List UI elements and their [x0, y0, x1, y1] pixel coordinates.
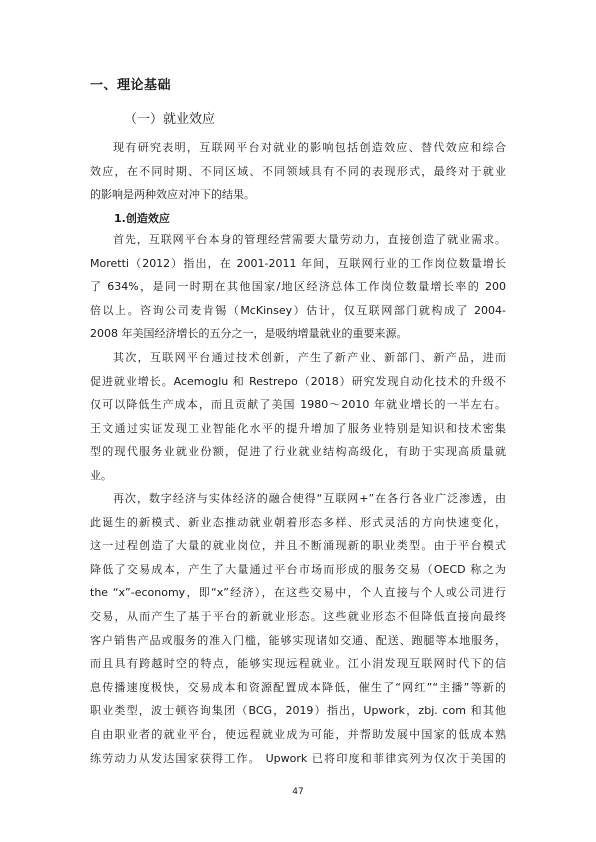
text-line: 降低了交易成本，产生了大量通过平台市场而形成的服务交易（OECD 称之为	[90, 562, 506, 576]
text-line: 效应，在不同时期、不同区域、不同领域具有不同的表现形式，最终对于就业	[90, 164, 506, 178]
text-line: 的影响是两种效应对冲下的结果。	[90, 188, 255, 202]
text-line: 这一过程创造了大量的就业岗位，并且不断涌现新的职业类型。由于平台模式	[90, 539, 506, 553]
text-line: 交易，从而产生了基于平台的新就业形态。这些就业形态不但降低直接向最终	[90, 609, 506, 623]
text-line: 促进就业增长。Acemoglu 和 Restrepo（2018）研究发现自动化技术的升级不	[90, 374, 506, 388]
text-line: 业。	[90, 468, 112, 482]
text-line: 仅可以降低生产成本，而且贡献了美国 1980～2010 年就业增长的一半左右。	[90, 398, 506, 412]
text-line: 客户销售产品或服务的准入门槛，能够实现诸如交通、配送、跑腿等本地服务，	[90, 633, 506, 647]
text-line: 练劳动力从发达国家获得工作。 Upwork 已将印度和菲律宾列为仅次于美国的	[90, 751, 506, 765]
text-line: 此诞生的新模式、新业态推动就业朝着形态多样、形式灵活的方向快速变化，	[90, 515, 506, 529]
text-line: 其次，互联网平台通过技术创新，产生了新产业、新部门、新产品，进而	[113, 351, 506, 364]
page-number: 47	[292, 787, 304, 797]
text-line: 型的现代服务业就业份额，促进了行业就业结构高级化，有助于实现高质量就	[90, 445, 506, 459]
text-line: Moretti（2012）指出，在 2001-2011 年间，互联网行业的工作岗位数量增长	[90, 256, 506, 270]
sub-subsection-heading: 1.创造效应	[114, 212, 170, 225]
text-line: 2008 年美国经济增长的五分之一，是吸纳增量就业的重要来源。	[90, 327, 408, 341]
text-line: 王文通过实证发现工业智能化水平的提升增加了服务业特别是知识和技术密集	[90, 421, 506, 435]
paragraph-first	[90, 228, 506, 346]
text-line: 再次，数字经济与实体经济的融合使得“互联网+”在各行各业广泛渗透，由	[113, 492, 506, 505]
section-heading: 一、理论基础	[90, 78, 172, 93]
text-line: 而且具有跨越时空的特点，能够实现远程就业。江小涓发现互联网时代下的信	[90, 657, 506, 671]
text-line: the “x”-economy，即“x”经济），在这些交易中，个人直接与个人或公司进行	[90, 586, 506, 600]
text-line: 职业类型，波士顿咨询集团（BCG，2019）指出，Upwork，zbj. com 和其他	[90, 704, 506, 718]
paragraph-second	[90, 346, 506, 488]
paragraph-intro	[90, 136, 506, 207]
paragraph-third	[90, 487, 506, 770]
text-line: 倍以上。咨询公司麦肯锡（McKinsey）估计，仅互联网部门就构成了 2004-	[90, 303, 506, 317]
text-line: 息传播速度极快，交易成本和资源配置成本降低，催生了“网红”“主播”等新的	[90, 680, 506, 694]
subsection-heading: （一）就业效应	[124, 112, 216, 127]
text-line: 首先，互联网平台本身的管理经营需要大量劳动力，直接创造了就业需求。	[113, 233, 506, 246]
text-line: 了 634%，是同一时期在其他国家/地区经济总体工作岗位数量增长率的 200	[90, 280, 506, 294]
text-line: 自由职业者的就业平台，使远程就业成为可能，并帮助发展中国家的低成本熟	[90, 727, 506, 741]
text-line: 现有研究表明，互联网平台对就业的影响包括创造效应、替代效应和综合	[113, 141, 506, 154]
